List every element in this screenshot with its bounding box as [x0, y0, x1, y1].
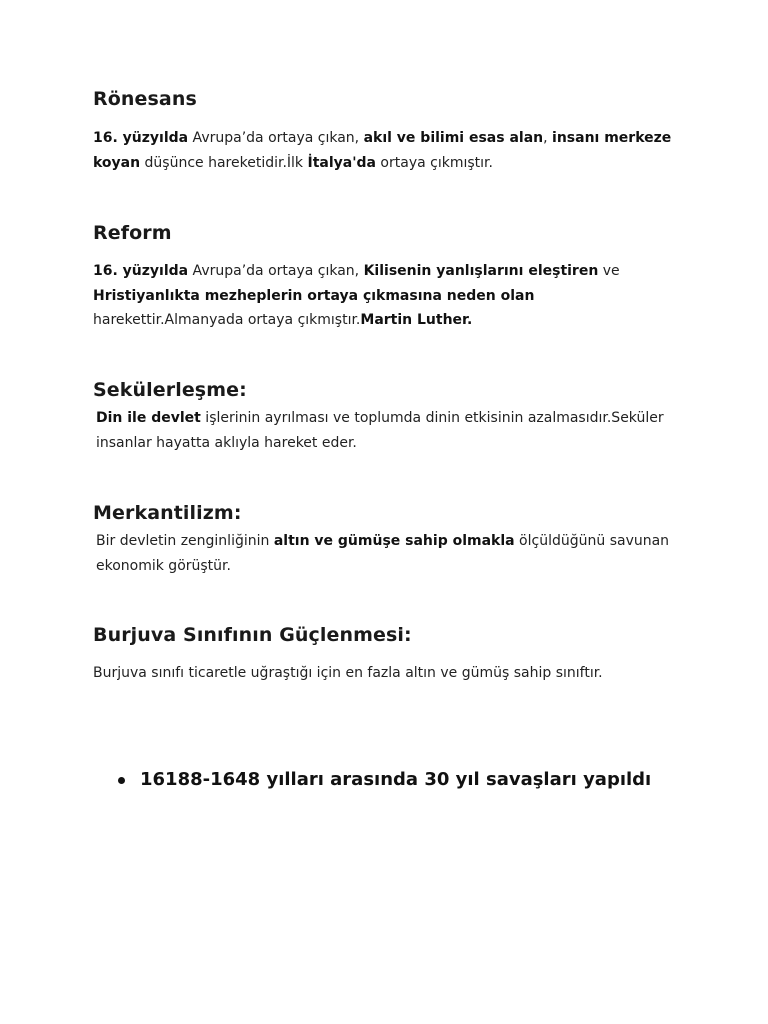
text-run: Bir devletin zenginliğinin — [96, 533, 274, 549]
text-bold: altın ve gümüşe sahip olmakla — [273, 533, 515, 549]
text-run: harekettir.Almanyada ortaya çıkmıştır. — [93, 312, 361, 328]
text-bold: Hristiyanlıkta mezheplerin ortaya çıkmasına neden olan — [93, 287, 535, 304]
text-bold: akıl ve bilimi esas alan — [363, 130, 544, 146]
text-bold: insanı merkeze koyan — [93, 130, 672, 171]
heading-burjuva: Burjuva Sınıfının Güçlenmesi: — [93, 624, 412, 646]
text-run: Avrupa’da ortaya çıkan, — [188, 130, 364, 146]
heading-sekulerlesme: Sekülerleşme: — [93, 379, 247, 401]
text-bold: Kilisenin yanlışlarını eleştiren — [363, 263, 599, 279]
heading-merkantilizm: Merkantilizm: — [93, 502, 242, 524]
heading-reform: Reform — [93, 222, 172, 244]
bullet-icon — [118, 777, 125, 784]
text-bold: 16. yüzyılda — [93, 263, 189, 279]
text-bold: Martin Luther. — [360, 312, 473, 328]
text-run: ortaya çıkmıştır. — [375, 154, 493, 171]
heading-ronesans: Rönesans — [93, 88, 197, 110]
text-bold: 16. yüzyılda — [93, 130, 189, 146]
paragraph-burjuva: Burjuva sınıfı ticaretle uğraştığı için en fazla altın ve gümüş sahip sınıftır. — [93, 665, 603, 681]
bullet-list — [118, 766, 651, 794]
text-run: ve — [598, 263, 620, 279]
paragraph-merkantilizm — [93, 529, 676, 578]
paragraph-ronesans — [93, 126, 673, 175]
paragraph-sekulerlesme — [93, 406, 676, 455]
list-item — [118, 766, 651, 794]
text-run: Avrupa’da ortaya çıkan, — [188, 263, 364, 279]
text-bold: İtalya'da — [307, 154, 376, 171]
text-run: ölçüldüğünü savunan ekonomik görüştür. — [96, 533, 670, 574]
text-run: düşünce hareketidir.İlk — [140, 154, 308, 171]
text-bold: Din ile devlet — [96, 410, 201, 426]
text-run: , — [543, 130, 553, 146]
list-item-text: 16188-1648 yılları arasında 30 yıl savaşları yapıldı — [140, 769, 652, 790]
paragraph-reform — [93, 259, 673, 333]
text-run: işlerinin ayrılması ve toplumda dinin etkisinin azalmasıdır.Seküler insanlar hayatta aklıyla hareket eder. — [96, 410, 664, 451]
